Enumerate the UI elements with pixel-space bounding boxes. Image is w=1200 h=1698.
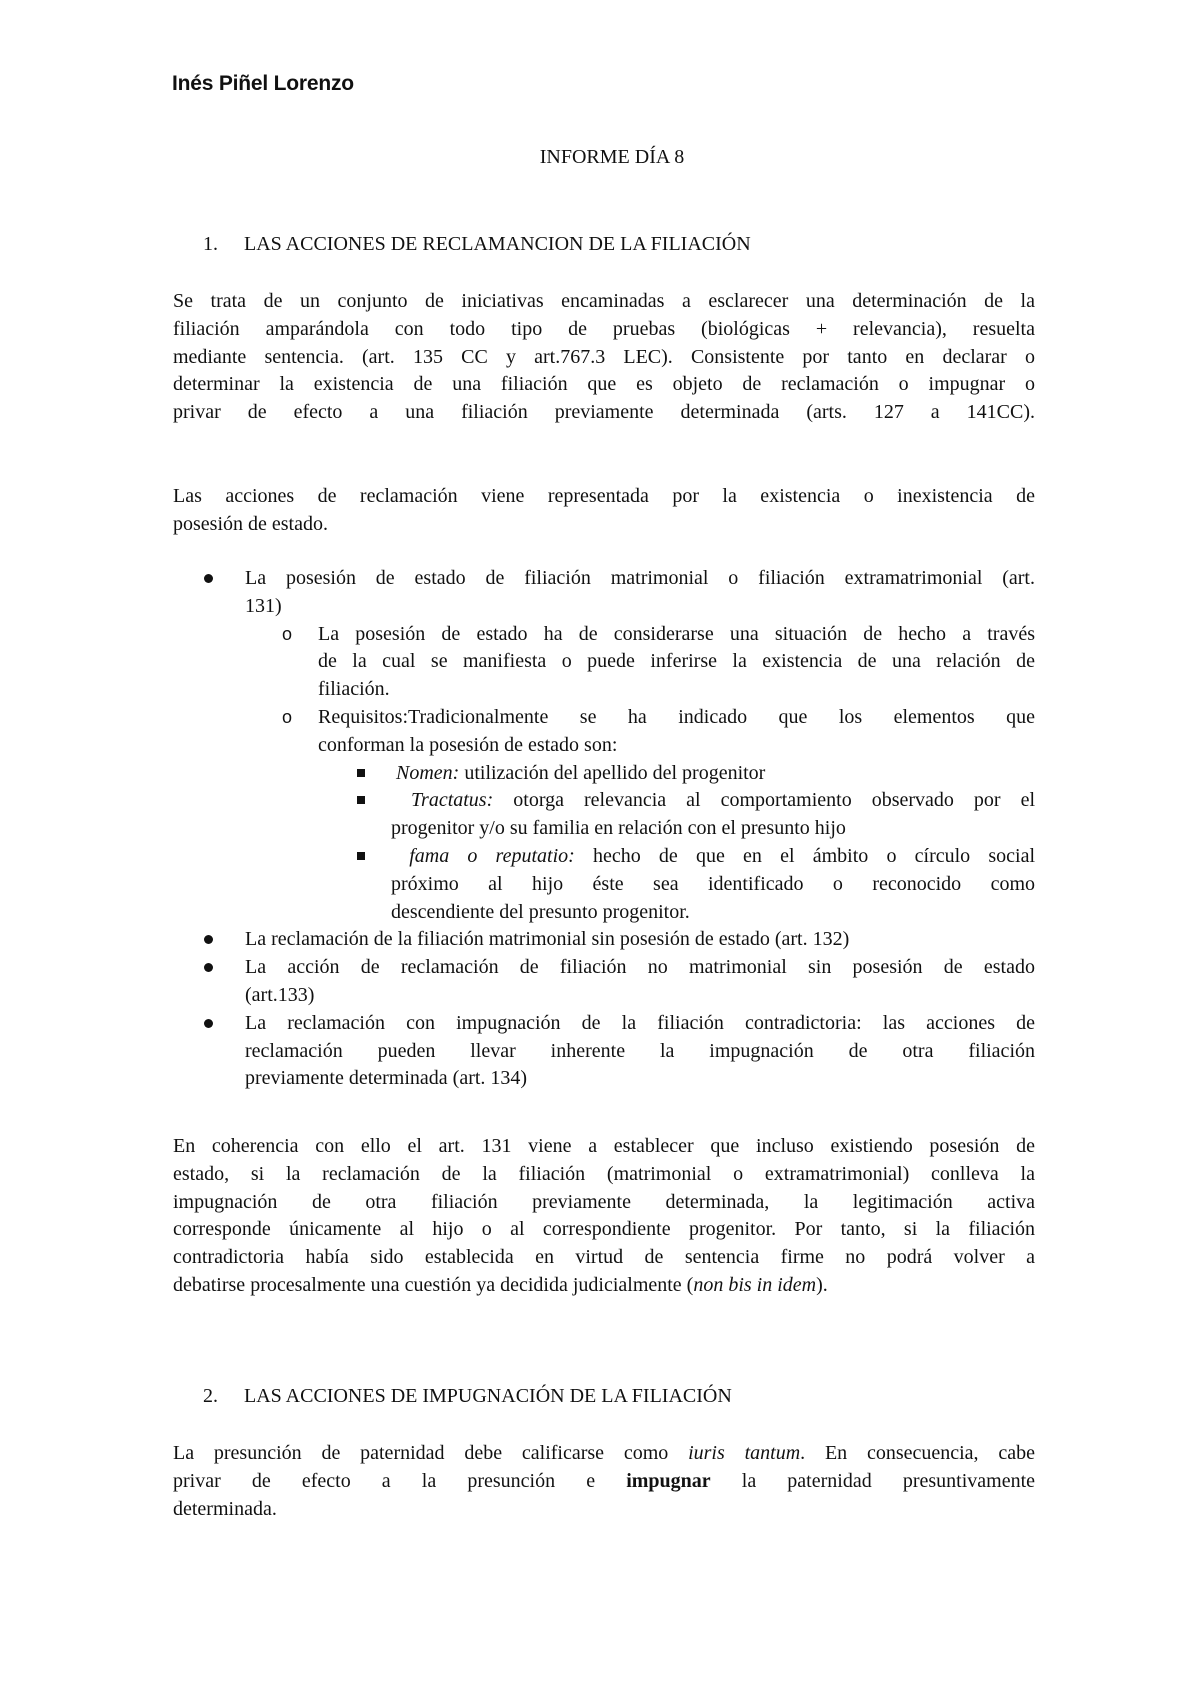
sub-bullet-situacion-hecho (173, 621, 1035, 704)
bullet-line: de la cual se manifiesta o puede inferirse la existencia de una relación de (318, 650, 1035, 673)
bullet-line: previamente determinada (art. 134) (245, 1067, 528, 1090)
reclamation-bullet-list (173, 565, 1035, 1093)
document-title: INFORME DÍA 8 (539, 146, 685, 168)
square-marker-icon (357, 852, 365, 860)
section-2-heading (203, 1385, 732, 1408)
paragraph-line: mediante sentencia. (art. 135 CC y art.767.3 LEC). Consistente por tanto en declarar o (173, 345, 1035, 368)
circle-marker-icon: o (282, 623, 293, 644)
section-1-paragraph-3 (173, 1133, 1035, 1300)
section-2-number: 2. (203, 1385, 218, 1407)
term-tractatus: Tractatus: (411, 789, 494, 812)
square-marker-icon (357, 796, 365, 804)
bullet-line: La posesión de estado de filiación matrimonial o filiación extramatrimonial (art. (245, 567, 1035, 589)
bullet-line: filiación. (318, 678, 390, 701)
sub-sub-bullet-tractatus (173, 787, 1035, 843)
bullet-line (391, 787, 1035, 815)
term-nomen: Nomen: (396, 761, 460, 784)
line-text: La presunción de paternidad debe calificarse como (173, 1442, 689, 1464)
line-text: la paternidad presuntivamente (710, 1469, 1035, 1492)
paragraph-line: estado, si la reclamación de la filiación (matrimonial o extramatrimonial) conlleva la (173, 1162, 1035, 1185)
section-1-paragraph-2 (173, 483, 1035, 539)
bullet-line: La posesión de estado ha de considerarse una situación de hecho a través (318, 622, 1035, 645)
bullet-line (391, 843, 1035, 871)
paragraph-line (173, 1468, 1035, 1496)
tractatus-description: otorga relevancia al comportamiento observado por el (493, 789, 1035, 812)
paragraph-line: Las acciones de reclamación viene representada por la existencia o inexistencia de (173, 485, 1035, 507)
nomen-description: utilización del apellido del progenitor (459, 761, 766, 784)
square-marker-icon (357, 769, 365, 777)
paragraph-line: posesión de estado. (173, 512, 328, 535)
last-line-text: debatirse procesalmente una cuestión ya decidida judicialmente ( (173, 1273, 694, 1296)
paragraph-line: filiación amparándola con todo tipo de pruebas (biológicas + relevancia), resuelta (173, 317, 1035, 340)
bullet-item-posesion-estado (173, 565, 1035, 621)
bullet-line: conforman la posesión de estado son: (318, 733, 618, 756)
circle-marker-icon: o (282, 706, 293, 727)
bullet-item-matrimonial-sin-posesion (173, 926, 1035, 954)
bullet-line: progenitor y/o su familia en relación con el presunto hijo (391, 817, 846, 840)
bullet-line: La acción de reclamación de filiación no matrimonial sin posesión de estado (245, 956, 1035, 979)
paragraph-line (173, 1272, 1035, 1300)
bullet-line: (art.133) (245, 983, 315, 1006)
sub-sub-bullet-fama (173, 843, 1035, 926)
bullet-line: reclamación pueden llevar inherente la impugnación de otra filiación (245, 1039, 1035, 1062)
author-name: Inés Piñel Lorenzo (172, 72, 354, 95)
section-1-title: LAS ACCIONES DE RECLAMANCION DE LA FILIACIÓN (244, 233, 751, 255)
section-2-paragraph-1 (173, 1440, 1035, 1523)
bullet-dot-icon (204, 574, 213, 583)
latin-term: iuris tantum (688, 1442, 801, 1464)
paragraph-line (173, 1440, 1035, 1468)
paragraph-line: En coherencia con ello el art. 131 viene a establecer que incluso existiendo posesión de (173, 1135, 1035, 1157)
paragraph-line: Se trata de un conjunto de iniciativas encaminadas a esclarecer una determinación de la (173, 290, 1035, 312)
section-1-number: 1. (203, 233, 218, 255)
sub-bullet-requisitos (173, 704, 1035, 760)
bullet-item-impugnacion-contradictoria (173, 1010, 1035, 1093)
bullet-line: La reclamación con impugnación de la filiación contradictoria: las acciones de (245, 1011, 1035, 1034)
paragraph-line: corresponde únicamente al hijo o al correspondiente progenitor. Por tanto, si la filiación (173, 1218, 1035, 1241)
bold-term: impugnar (626, 1469, 711, 1492)
bullet-line: La reclamación de la filiación matrimonial sin posesión de estado (art. 132) (245, 928, 850, 951)
latin-phrase: non bis in idem (693, 1273, 817, 1296)
line-text: privar de efecto a la presunción e (173, 1469, 627, 1492)
bullet-line: 131) (245, 594, 282, 617)
section-2-title: LAS ACCIONES DE IMPUGNACIÓN DE LA FILIACIÓN (244, 1385, 732, 1407)
bullet-dot-icon (204, 963, 213, 972)
paragraph-line: contradictoria había sido establecida en virtud de sentencia firme no podrá volver a (173, 1246, 1035, 1269)
bullet-dot-icon (204, 1019, 213, 1028)
last-line-end: ). (816, 1273, 828, 1296)
paragraph-line: determinar la existencia de una filiación que es objeto de reclamación o impugnar o (173, 373, 1035, 396)
bullet-line: Requisitos:Tradicionalmente se ha indicado que los elementos que (318, 705, 1035, 728)
bullet-line: próximo al hijo éste sea identificado o reconocido como (391, 872, 1035, 895)
paragraph-line: determinada. (173, 1497, 277, 1520)
paragraph-line: impugnación de otra filiación previamente determinada, la legitimación activa (173, 1190, 1035, 1213)
bullet-line (391, 760, 1035, 788)
sub-sub-bullet-nomen (173, 760, 1035, 788)
section-1-heading (203, 233, 751, 256)
line-text: . En consecuencia, cabe (800, 1442, 1035, 1464)
bullet-item-no-matrimonial (173, 954, 1035, 1010)
bullet-dot-icon (204, 935, 213, 944)
fama-description: hecho de que en el ámbito o círculo social (574, 844, 1036, 867)
term-fama: fama o reputatio: (409, 844, 575, 867)
section-1-paragraph-1 (173, 288, 1035, 427)
bullet-line: descendiente del presunto progenitor. (391, 900, 690, 923)
paragraph-line: privar de efecto a una filiación previamente determinada (arts. 127 a 141CC). (173, 401, 1035, 424)
